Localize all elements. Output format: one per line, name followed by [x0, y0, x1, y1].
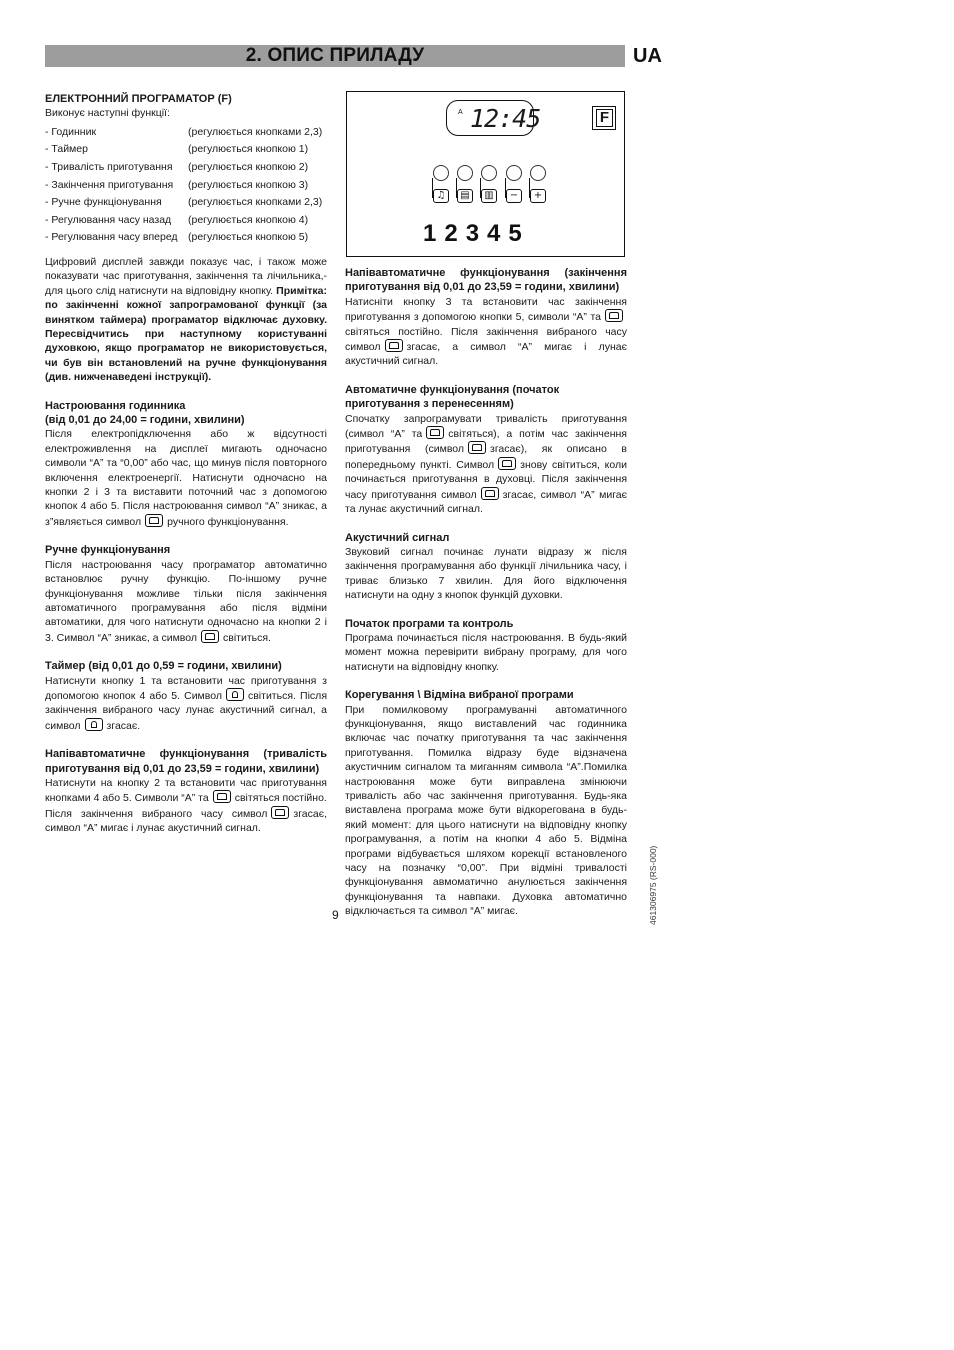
timer-text-mid: світиться. Після закінчення вибраного часу лунає акустичний сигнал, а символ	[45, 689, 327, 732]
clock-title: Настроювання годинника	[45, 399, 186, 412]
cook-end-icon	[468, 441, 486, 454]
button-circle[interactable]	[433, 165, 449, 181]
lcd-display	[446, 100, 541, 136]
functions-table	[45, 125, 322, 248]
function-note: (регулюється кнопками 2,3)	[188, 196, 323, 209]
semi-duration-text-2: Після закінчення вибраного часу символ	[45, 807, 268, 820]
auto-marker: A	[458, 109, 463, 116]
button-circle[interactable]	[506, 165, 522, 181]
manual-title: Ручне функціонування	[45, 544, 171, 557]
f-label-box	[592, 106, 616, 130]
acoustic-title: Акустичний сигнал	[345, 531, 450, 544]
table-row	[45, 125, 322, 143]
semi-duration-text: Натиснути на кнопку 2 та встановити час приготування кнопками 4 або 5. Символи “А” та	[45, 776, 327, 805]
semi-duration-title: Напівавтоматичне функціонування (тривалість приготування від 0,01 до 23,59 = години, хвилини)	[45, 748, 327, 775]
cook-end-icon	[605, 309, 623, 322]
timer-title: Таймер (від 0,01 до 0,59 = години, хвилини)	[45, 660, 282, 673]
semi-duration-text-mid: світяться постійно.	[234, 792, 327, 805]
timer-paragraph	[45, 674, 327, 734]
table-row	[45, 178, 322, 196]
cook-duration-icon	[271, 806, 289, 819]
section-header-bar	[45, 45, 625, 67]
function-note: (регулюється кнопкою 3)	[188, 178, 309, 191]
function-name: - Годинник	[45, 125, 97, 138]
function-name: - Таймер	[45, 143, 88, 156]
semi-end-text-mid: світяться постійно. Після закінчення вибраного часу символ	[345, 325, 627, 354]
control-panel-diagram	[346, 91, 625, 257]
manual-paragraph	[45, 558, 327, 645]
language-code: UA	[633, 45, 662, 67]
cook-duration-icon	[426, 426, 444, 439]
table-row	[45, 230, 322, 248]
function-note: (регулюється кнопкою 2)	[188, 161, 309, 173]
manual-text: Після настроювання часу програматор автоматично встановлює ручну функцію. По-іншому ручне функціонування можливе тільки після закінчення автоматичного програмування або після відміни автоматики, для чого натиснути одночасно на кнопки 2 і 3. Символ “А” зникає, а символ	[45, 558, 327, 644]
display-paragraph	[45, 255, 327, 385]
correction-title: Корегування \ Відміна вибраної програми	[345, 689, 574, 702]
auto-text-3: згасає), як описано в попередньому пункті. Символ	[345, 443, 627, 471]
bell-icon: ♫	[433, 189, 449, 203]
start-text: Програма починається після настроювання. В будь-який момент можна перевірити вибрану програму, для чого натиснути на відповідну кнопку.	[345, 631, 627, 673]
function-note: (регулюється кнопками 2,3)	[188, 125, 323, 138]
table-row	[45, 142, 322, 160]
document-id: 461306975 (RS-000)	[648, 845, 658, 925]
auto-paragraph	[345, 412, 627, 517]
semi-duration-paragraph	[45, 776, 327, 806]
auto-text-4: знову світиться, коли починається приготування в духовці. Після закінчення часу приготування символ	[345, 458, 627, 501]
bell-icon	[85, 718, 103, 731]
note-bold-text: Примітка: по закінченні кожної запрограмованої функції (за винятком таймера) програматор відключає духовку. Пересвідчитись при наступному користуванні духовкою, якщо програматор не використовується, чи був він встановлений на ручне функціонування (див. нижченаведені інструкції).	[45, 284, 327, 384]
button-numbers: 12345	[423, 220, 530, 247]
clock-paragraph	[45, 427, 327, 529]
function-name: - Тривалість приготування	[45, 161, 173, 173]
semi-end-paragraph	[345, 295, 627, 369]
lcd-time: 12:45	[470, 104, 541, 133]
function-name: - Регулювання часу назад	[45, 213, 172, 226]
semi-end-title: Напівавтоматичне функціонування (закінчення приготування від 0,01 до 23,59 = години, хвилини)	[345, 267, 627, 294]
table-row	[45, 213, 322, 231]
cook-end-icon: ▥	[481, 189, 497, 203]
auto-text-5: згасає, символ “А” мигає та лунає акустичний сигнал.	[345, 488, 627, 516]
start-title: Початок програми та контроль	[345, 617, 514, 630]
button-circle[interactable]	[530, 165, 546, 181]
left-column	[45, 92, 327, 836]
semi-duration-paragraph-2	[45, 806, 327, 836]
cook-duration-icon: ▤	[457, 189, 473, 203]
cook-end-icon	[385, 339, 403, 352]
timer-text: Натиснути кнопку 1 та встановити час приготування з допомогою кнопок 4 або 5. Символ	[45, 674, 327, 702]
minus-icon: −	[506, 189, 522, 203]
clock-text: Після електропідключення або ж відсутності електроживлення на дисплеї мигають одночасно символи “А” та “0,00” або час, що минув після повторного включення електроенергії. Натиснути одночасно на кнопки 2 і 3 та виставити поточний час з допомогою кнопок 4 або 5. Після настроювання символ “А” зникає, а з”являється символ	[45, 428, 327, 528]
semi-duration-text-end: згасає, символ “А” мигає і лунає акустичний сигнал.	[45, 807, 327, 835]
function-note: (регулюється кнопкою 5)	[188, 231, 309, 244]
function-note: (регулюється кнопкою 4)	[188, 213, 309, 226]
auto-title: Автоматичне функціонування (початок приготування з перенесенням)	[345, 383, 560, 411]
table-row	[45, 195, 322, 213]
function-name: - Закінчення приготування	[45, 178, 174, 191]
clock-subtitle: (від 0,01 до 24,00 = години, хвилини)	[45, 414, 245, 427]
semi-end-text: Натисніти кнопку 3 та встановити час закінчення приготування з допомогою кнопки 5, символи “А” та	[345, 295, 627, 324]
auto-text-1: Спочатку запрограмувати тривалість приготування (символ “А” та	[345, 412, 627, 441]
section-title: 2. ОПИС ПРИЛАДУ	[245, 45, 425, 66]
page-number: 9	[332, 908, 339, 922]
display-text: Цифровий дисплей завжди показує час, і також може показувати час приготування, закінчення та лічильника,- для цього слід натиснути на відповідну кнопку.	[45, 255, 327, 297]
table-row	[45, 160, 322, 178]
correction-text: При помилковому програмуванні автоматичного функціонування, якщо виставлений час годинника включає час початку приготування та час закінчення приготування. Помилка відразу буде відзначена акустичним сигналом та миганням символа “А”.Помилка настроювання може бути виправлена змінюючи тривалість або час закінчення приготування. Будь-яка виставлена програма може бути відкорегована в будь-який момент: для цього натиснути на відповідну кнопку програмування, а потім на кнопки 4 або 5. Відміна програми відбувається шляхом корекції встановленого часу на позначку “0,00”. При відміні тривалості функціонування авмоматично анулюється закінчення функціонування та навпаки. Духовка автоматично відключається та символ “А” мигає.	[345, 703, 627, 918]
acoustic-text: Звуковий сигнал починає лунати відразу ж після закінчення програмування або функції лічильника часу, і триває близько 7 хвилин. Для його відключення натиснути на одну з кнопок функцій духовки.	[345, 545, 627, 602]
button-circle[interactable]	[481, 165, 497, 181]
f-label: F	[596, 109, 613, 127]
manual-mode-icon	[201, 630, 219, 643]
timer-text-end: згасає.	[106, 719, 141, 732]
button-circle[interactable]	[457, 165, 473, 181]
cook-end-icon	[498, 457, 516, 470]
function-name: - Ручне функціонування	[45, 196, 162, 209]
programmer-title: ЕЛЕКТРОННИЙ ПРОГРАМАТОР (F)	[45, 93, 232, 105]
programmer-intro: Виконує наступні функції:	[45, 107, 170, 120]
auto-text-2: світяться), а потім час закінчення приготування (символ	[345, 428, 627, 456]
cook-duration-icon	[213, 790, 231, 803]
manual-mode-icon	[145, 514, 163, 527]
plus-icon: +	[530, 189, 546, 203]
right-column	[345, 266, 627, 919]
manual-text-end: світиться.	[223, 631, 271, 644]
bell-icon	[226, 688, 244, 701]
semi-end-text-end: згасає, а символ “А” мигає і лунає акустичний сигнал.	[345, 341, 627, 368]
cook-end-icon	[481, 487, 499, 500]
function-name: - Регулювання часу вперед	[45, 231, 178, 244]
clock-text-end: ручного функціонування.	[167, 515, 289, 528]
function-note: (регулюється кнопкою 1)	[188, 143, 309, 156]
